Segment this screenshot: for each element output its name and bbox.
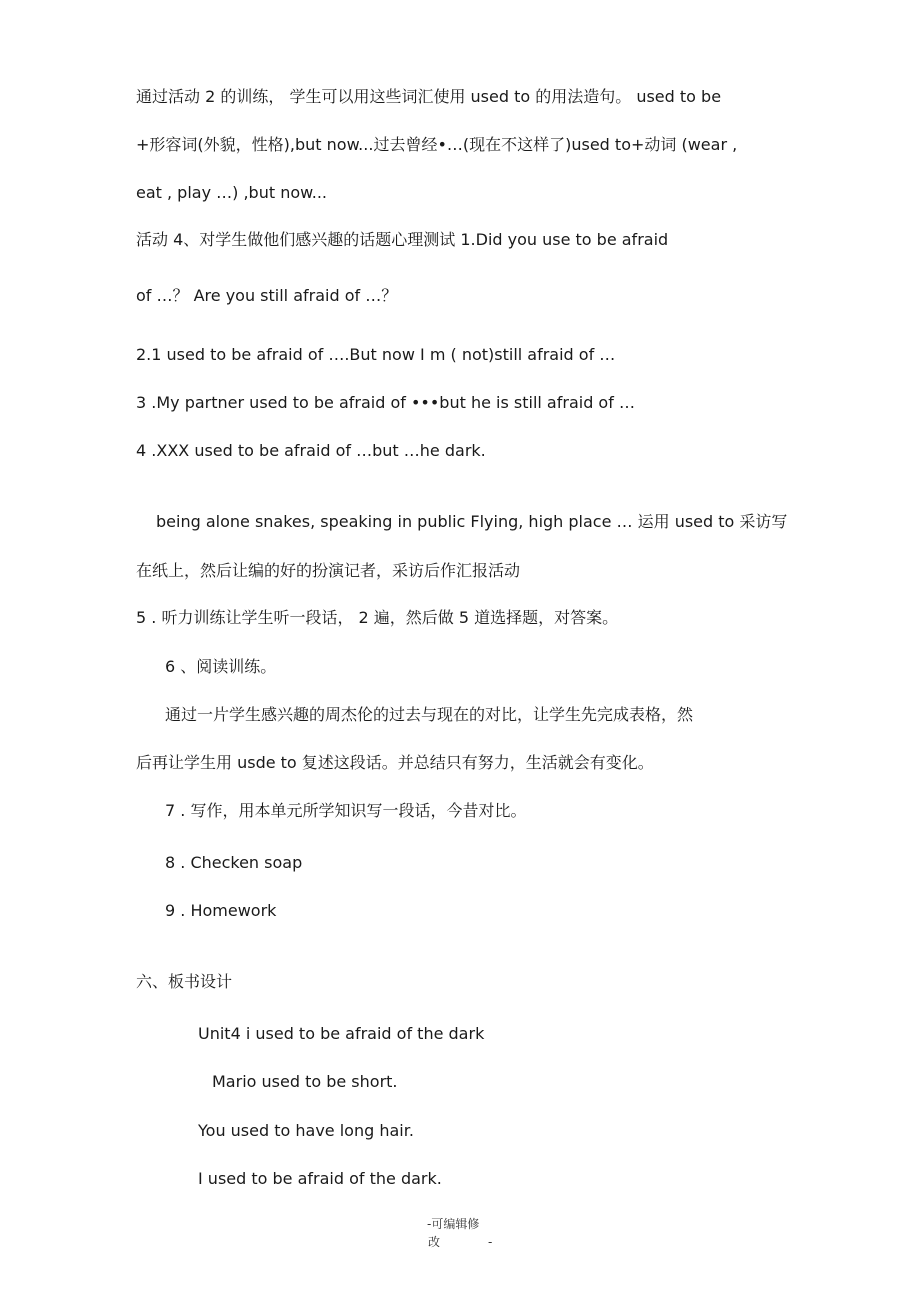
list-item: 6 、阅读训练。 xyxy=(165,657,277,676)
footer-dash: - xyxy=(488,1235,493,1249)
list-item: 2.1 used to be afraid of ….But now I m ( not)still afraid of … xyxy=(136,345,616,364)
board-title: Unit4 i used to be afraid of the dark xyxy=(198,1024,485,1043)
board-line: You used to have long hair. xyxy=(198,1121,414,1140)
list-item: 5 . 听力训练让学生听一段话， 2 遍，然后做 5 道选择题，对答案。 xyxy=(136,608,619,627)
list-item: 7 . 写作，用本单元所学知识写一段话，今昔对比。 xyxy=(165,801,527,820)
board-line: Mario used to be short. xyxy=(212,1072,398,1091)
footer-editable-note: -可编辑修 xyxy=(427,1217,480,1231)
activity-4-line: 活动 4、对学生做他们感兴趣的话题心理测试 1.Did you use to be afraid xyxy=(136,230,669,249)
paragraph-line: eat , play …) ,but now... xyxy=(136,183,328,202)
list-item: 8 . Checken soap xyxy=(165,853,303,872)
list-item: 4 .XXX used to be afraid of …but …he dark. xyxy=(136,441,486,460)
paragraph-line: 后再让学生用 usde to 复述这段话。并总结只有努力，生活就会有变化。 xyxy=(136,753,654,772)
board-line: I used to be afraid of the dark. xyxy=(198,1169,442,1188)
paragraph-line: +形容词(外貌，性格),but now...过去曾经•…(现在不这样了)used to+动词 (wear , xyxy=(136,135,738,154)
section-heading: 六、板书设计 xyxy=(136,972,233,991)
paragraph-line: being alone snakes, speaking in public Flying, high place … 运用 used to 采访写 xyxy=(156,512,788,531)
paragraph-line: 通过一片学生感兴趣的周杰伦的过去与现在的对比，让学生先完成表格，然 xyxy=(165,705,694,724)
paragraph-line: 通过活动 2 的训练， 学生可以用这些词汇使用 used to 的用法造句。 used to be xyxy=(136,87,722,106)
list-item: 3 .My partner used to be afraid of •••but he is still afraid of … xyxy=(136,393,635,412)
footer-editable-note-cont: 改 xyxy=(428,1235,441,1249)
paragraph-line: 在纸上，然后让编的好的扮演记者，采访后作汇报活动 xyxy=(136,561,521,580)
list-item: 9 . Homework xyxy=(165,901,277,920)
paragraph-line: of …？ Are you still afraid of …？ xyxy=(136,286,398,305)
